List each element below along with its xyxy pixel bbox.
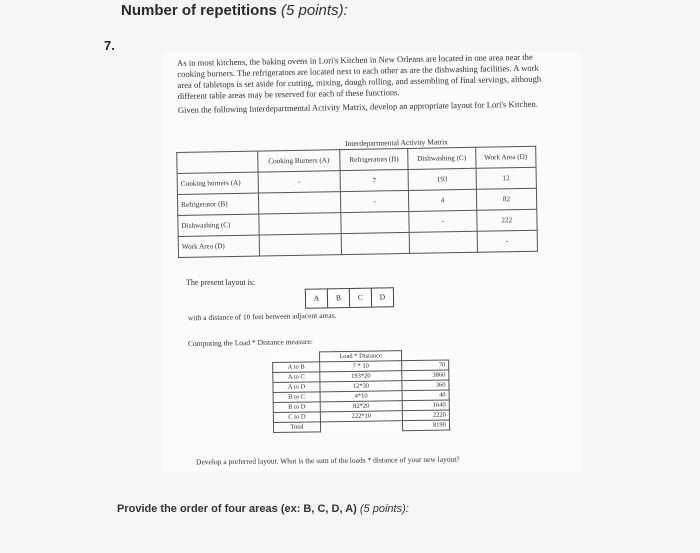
matrix-cell: 82	[476, 188, 537, 210]
matrix-cell: 12	[476, 167, 537, 189]
calc-cell: 12*30	[320, 381, 402, 392]
present-layout-label: The present layout is:	[186, 278, 256, 287]
value-cell: 360	[402, 380, 449, 391]
calc-cell: 4*10	[320, 391, 402, 402]
matrix-row-label: Refrigerator (B)	[177, 193, 258, 215]
matrix-cell	[259, 234, 342, 256]
provide-prompt	[117, 503, 409, 515]
matrix-cell	[341, 232, 409, 254]
matrix-row-label: Dishwashing (C)	[178, 214, 259, 236]
matrix-cell: -	[477, 230, 538, 252]
matrix-cell: 4	[409, 189, 477, 211]
calc-cell: 7 * 10	[320, 361, 402, 372]
paragraph-1: As in most kitchens, the baking ovens in Lori's Kitchen in New Orleans are located in one area near the cooking burners. The refrigerators are located next to each other as are the dishwashing facilities. A work area of tabletops is set aside for cutting, mixing, dough rolling, and assembling of final servings, although different table areas may be reserved for each of these functions.	[177, 51, 542, 101]
pair-cell: B to D	[273, 402, 320, 413]
pair-cell: A to C	[273, 372, 320, 383]
load-table-header: Load * Distance	[320, 351, 402, 362]
calc-cell: 222*10	[320, 411, 402, 422]
paragraph-2: Given the following Interdepartmental Activity Matrix, develop an appropriate layout for Lori's Kitchen.	[177, 98, 538, 115]
present-layout-diagram	[305, 287, 393, 309]
pair-cell: C to D	[273, 412, 320, 423]
develop-question: Develop a preferred layout. What is the sum of the loads * distance of your new layout?	[195, 454, 460, 467]
matrix-cell	[259, 213, 342, 235]
value-cell: 2220	[402, 410, 449, 421]
matrix-cell: -	[409, 210, 477, 232]
layout-cell: A	[305, 288, 328, 308]
layout-cell: C	[349, 288, 372, 308]
total-row	[273, 420, 449, 432]
matrix-col-header: Refrigerators (B)	[340, 148, 408, 170]
total-label: Total	[273, 422, 320, 433]
matrix-cell: -	[258, 171, 341, 193]
header-points: (5 points):	[281, 2, 348, 19]
matrix-cell	[341, 211, 409, 233]
matrix-cell	[258, 192, 341, 214]
matrix-cell: -	[341, 190, 409, 212]
value-cell: 1640	[402, 400, 449, 411]
matrix-col-header: Dishwashing (C)	[408, 147, 476, 169]
activity-matrix	[176, 134, 538, 258]
value-cell: 3860	[402, 370, 449, 381]
calc-cell: 82*20	[320, 401, 402, 412]
matrix-title: Interdepartmental Activity Matrix	[344, 136, 449, 148]
header-title: Number of repetitions	[121, 2, 277, 19]
value-cell: 40	[402, 390, 449, 401]
pair-cell: A to B	[273, 362, 320, 373]
value-cell: 70	[402, 360, 449, 371]
calc-cell: 193*20	[320, 371, 402, 382]
layout-cell: B	[327, 288, 350, 308]
provide-text: Provide the order of four areas (ex: B, C, D, A)	[117, 503, 357, 515]
question-number: 7.	[104, 38, 115, 53]
pair-cell: A to D	[273, 382, 320, 393]
provide-points: (5 points):	[359, 503, 409, 515]
distance-note: with a distance of 10 feet between adjacent areas.	[187, 310, 337, 323]
matrix-cell: 7	[340, 169, 408, 191]
pair-cell: B to C	[273, 392, 320, 403]
load-distance-table	[272, 350, 450, 433]
matrix-cell: 222	[476, 209, 537, 231]
layout-cell: D	[371, 287, 394, 307]
matrix-cell: 193	[408, 168, 476, 190]
question-header	[121, 2, 348, 19]
matrix-col-header: Cooking Burners (A)	[258, 150, 341, 172]
matrix-col-header: Work Area (D)	[475, 146, 536, 168]
total-value: 8190	[402, 420, 449, 431]
matrix-cell	[409, 231, 477, 253]
matrix-row-label: Work Area (D)	[178, 235, 259, 257]
problem-text	[177, 52, 546, 116]
matrix-row-label: Cooking burners (A)	[177, 172, 258, 194]
computing-label: Computing the Load * Distance measure:	[187, 336, 313, 349]
